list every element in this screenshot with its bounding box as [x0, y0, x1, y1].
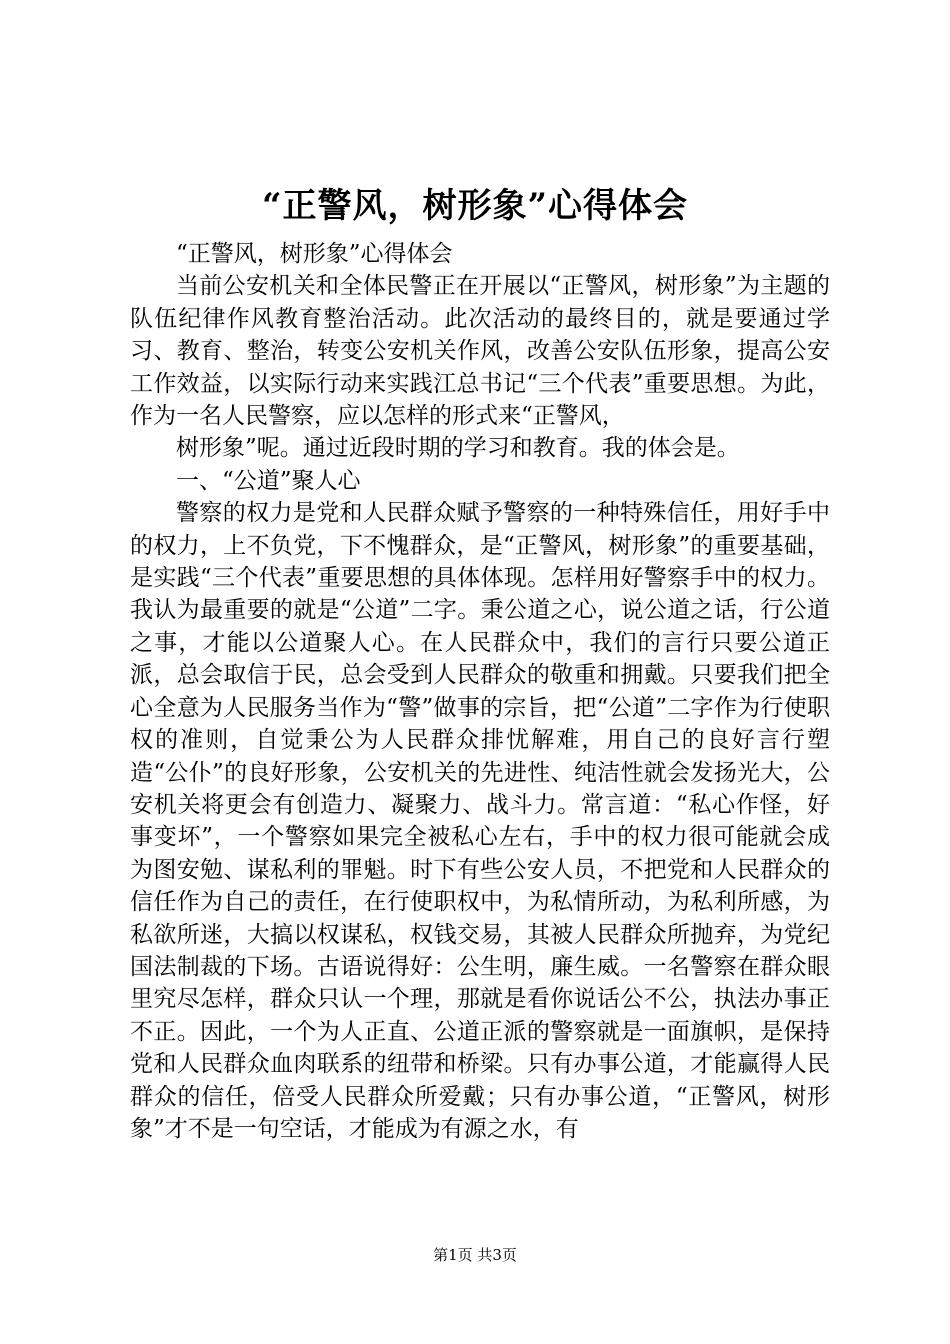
paragraph-section-body: 警察的权力是党和人民群众赋予警察的一种特殊信任，用好手中的权力，上不负党，下不愧群众，是“正警风，树形象”的重要基础，是实践“三个代表”重要思想的具体体现。怎样用好警察手中的权力。我认为最重要的就是“公道”二字。秉公道之心，说公道之话，行公道之事，才能以公道聚人心。在人民群众中，我们的言行只要公道正派，总会取信于民，总会受到人民群众的敬重和拥戴。只要我们把全心全意为人民服务当作为“警”做事的宗旨，把“公道”二字作为行使职权的准则，自觉秉公为人民群众排忧解难，用自己的良好言行塑造“公仆”的良好形象，公安机关的先进性、纯洁性就会发扬光大，公安机关将更会有创造力、凝聚力、战斗力。常言道：“私心作怪，好事变坏”，一个警察如果完全被私心左右，手中的权力很可能就会成为图安勉、谋私利的罪魁。时下有些公安人员，不把党和人民群众的信任作为自己的责任，在行使职权中，为私情所动，为私利所感，为私欲所迷，大搞以权谋私，权钱交易，其被人民群众所抛弃，为党纪国法制裁的下场。古语说得好：公生明，廉生威。一名警察在群众眼里究尽怎样，群众只认一个理，那就是看你说话公不公，执法办事正不正。因此，一个为人正直、公道正派的警察就是一面旗帜，是保持党和人民群众血肉联系的纽带和桥梁。只有办事公道，才能赢得人民群众的信任，倍受人民群众所爱戴；只有办事公道，“正警风，树形象”才不是一句空话，才能成为有源之水，有: [130, 500, 830, 1142]
paragraph-subtitle: “正警风，树形象”心得体会: [176, 241, 453, 267]
page-footer: 第1页 共3页: [433, 1246, 517, 1264]
paragraph-intro-continued: 树形象”呢。通过近段时期的学习和教育。我的体会是。: [176, 435, 740, 462]
paragraph-intro: 当前公安机关和全体民警正在开展以“正警风，树形象”为主题的队伍纪律作风教育整治活动。此次活动的最终目的，就是要通过学习、教育、整治，转变公安机关作风，改善公安队伍形象，提高公安工作效益，以实际行动来实践江总书记“三个代表”重要思想。为此，作为一名人民警察，应以怎样的形式来“正警风，: [130, 273, 830, 430]
document-body: [130, 238, 830, 1145]
document-title: “正警风，树形象”心得体会: [261, 186, 689, 226]
section-heading: 一、“公道”聚人心: [176, 467, 361, 494]
